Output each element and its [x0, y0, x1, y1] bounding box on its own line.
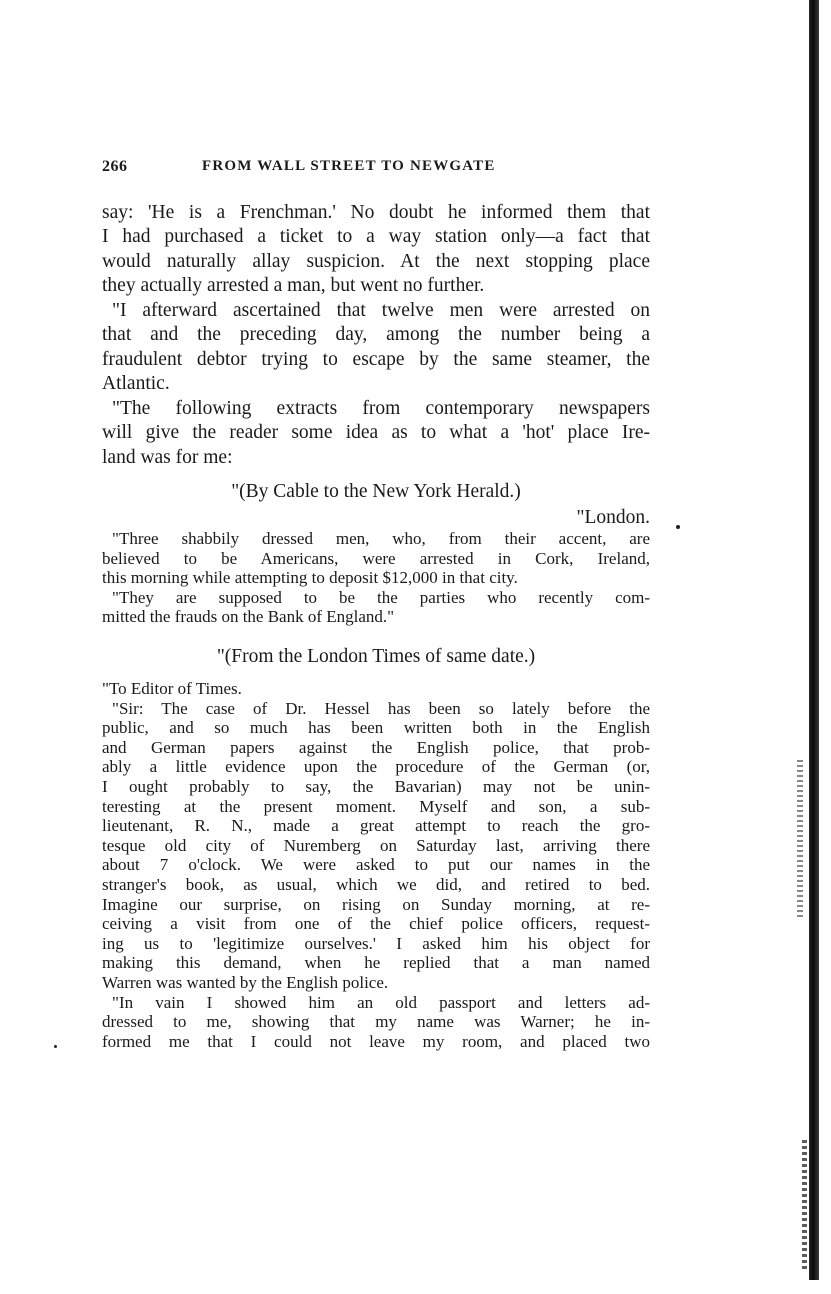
quote-times-body: [102, 679, 650, 1051]
text-line: mitted the frauds on the Bank of England.": [102, 607, 395, 627]
text-line: public, and so much has been written both in the English: [102, 718, 650, 738]
text-line: stranger's book, as usual, which we did, and retired to bed.: [102, 874, 650, 894]
quote-heading-times: "(From the London Times of same date.): [216, 646, 536, 667]
text-line: I ought probably to say, the Bavarian) may not be unin-: [102, 776, 650, 796]
text-line: and German papers against the English police, that prob-: [102, 737, 650, 757]
paragraph-extracts: [102, 397, 650, 470]
text-line: ably a little evidence upon the procedure of the German (or,: [102, 757, 650, 777]
text-line: "Three shabbily dressed men, who, from their accent, are: [112, 529, 650, 548]
text-line: "The following extracts from contemporary newspapers: [112, 398, 650, 419]
text-line: "To Editor of Times.: [102, 679, 242, 698]
text-line: "In vain I showed him an old passport and letters ad-: [112, 992, 650, 1012]
page-edge-fringe: [797, 760, 803, 920]
text-line: say: 'He is a Frenchman.' No doubt he informed them that: [102, 202, 650, 223]
text-line: ing us to 'legitimize ourselves.' I asked him his object for: [102, 933, 650, 953]
quote-heading-herald: "(By Cable to the New York Herald.): [231, 481, 521, 502]
text-line: "Sir: The case of Dr. Hessel has been so lately before the: [112, 698, 650, 718]
text-line: dressed to me, showing that my name was Warner; he in-: [102, 1012, 650, 1032]
text-line: that and the preceding day, among the number being a: [102, 324, 650, 346]
page-header: [102, 158, 650, 182]
text-line: this morning while attempting to deposit $12,000 in that city.: [102, 568, 518, 588]
text-line: "I afterward ascertained that twelve men were arrested on: [112, 300, 650, 321]
quote-dateline-london: "London.: [576, 507, 650, 528]
text-line: land was for me:: [102, 446, 233, 468]
text-line: "They are supposed to be the parties who recently com-: [112, 587, 650, 607]
text-line: Warren was wanted by the English police.: [102, 972, 389, 992]
text-line: teresting at the present moment. Myself and son, a sub-: [102, 796, 650, 816]
text-line: making this demand, when he replied that a man named: [102, 953, 650, 973]
text-line: lieutenant, R. N., made a great attempt to reach the gro-: [102, 816, 650, 836]
paragraph-frenchman: [102, 201, 650, 299]
text-line: they actually arrested a man, but went no further.: [102, 275, 485, 297]
text-line: about 7 o'clock. We were asked to put our names in the: [102, 855, 650, 875]
ink-speck: [676, 525, 680, 529]
running-title: FROM WALL STREET TO NEWGATE: [202, 158, 496, 174]
text-line: Atlantic.: [102, 373, 170, 395]
text-line: Imagine our surprise, on rising on Sunday morning, at re-: [102, 894, 650, 914]
text-line: will give the reader some idea as to what a 'hot' place Ire-: [102, 422, 650, 444]
text-line: believed to be Americans, were arrested in Cork, Ireland,: [102, 548, 650, 568]
quote-herald-body: [102, 529, 650, 627]
page-edge-fringe-lower: [802, 1140, 807, 1270]
text-line: ceiving a visit from one of the chief police officers, request-: [102, 914, 650, 934]
text-line: would naturally allay suspicion. At the next stopping place: [102, 250, 650, 272]
page-number: 266: [102, 158, 128, 175]
text-line: I had purchased a ticket to a way station only—a fact that: [102, 226, 650, 248]
ink-speck: [54, 1045, 57, 1048]
paragraph-twelve-men: [102, 299, 650, 397]
text-line: tesque old city of Nuremberg on Saturday last, arriving there: [102, 835, 650, 855]
text-line: fraudulent debtor trying to escape by the same steamer, the: [102, 348, 650, 370]
page-binding-edge: [809, 0, 819, 1280]
text-line: formed me that I could not leave my room, and placed two: [102, 1031, 650, 1051]
